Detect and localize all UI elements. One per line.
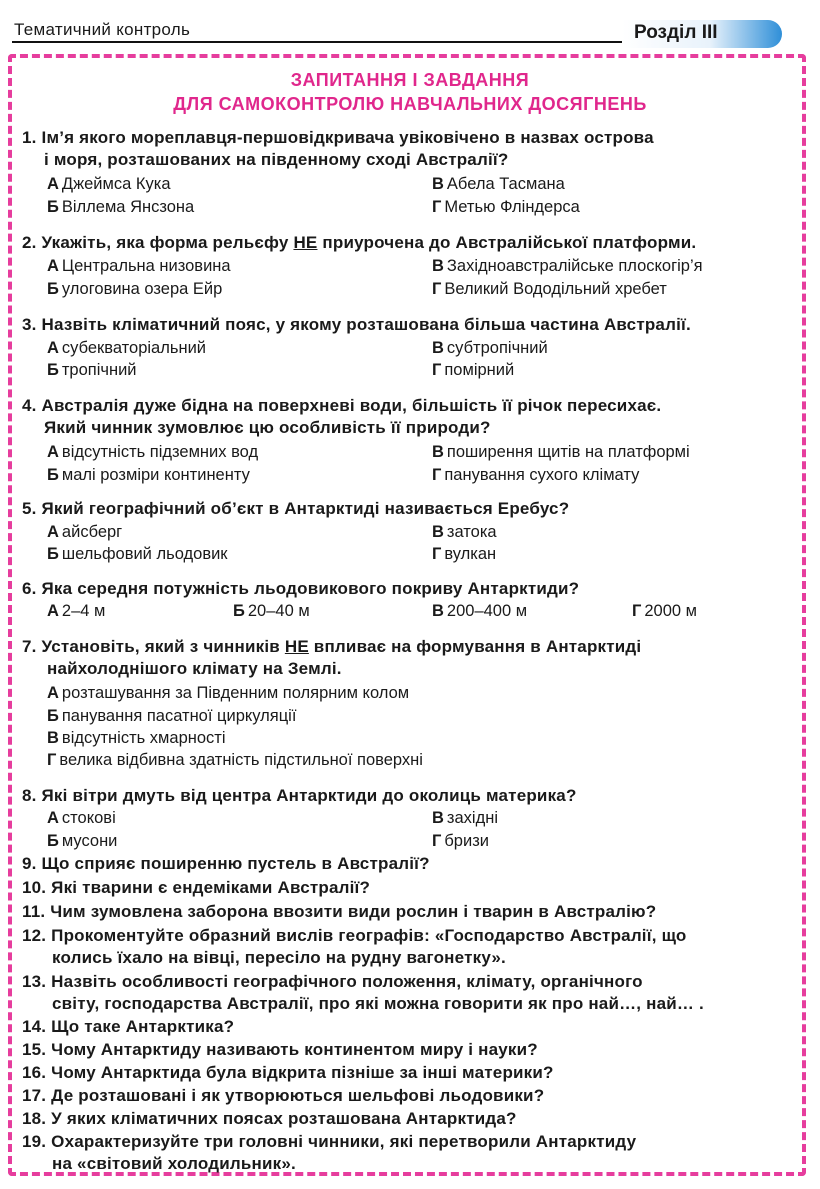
- question-4: 4. Австралія дуже бідна на поверхневі води, більшість її річок пересихає. Який чинник зумовлює цю особливість її природи?: [22, 396, 662, 437]
- option-v: В 200–400 м: [432, 602, 528, 620]
- question-14: 14. Що таке Антарктика?: [22, 1017, 235, 1036]
- negation-marker: НЕ: [284, 637, 309, 656]
- question-text-line: і моря, розташованих на південному сході Австралії?: [44, 150, 509, 169]
- question-18: 18. У яких кліматичних поясах розташована Антарктида?: [22, 1109, 517, 1128]
- option-a: А розташування за Південним полярним колом: [47, 684, 410, 702]
- question-8: 8. Які вітри дмуть від центра Антарктиди до околиць материка?: [22, 786, 577, 805]
- question-3: 3. Назвіть кліматичний пояс, у якому розташована більша частина Австралії.: [22, 315, 691, 334]
- question-9: 9. Що сприяє поширенню пустель в Австралії?: [22, 854, 430, 873]
- option-g: Г Великий Вододільний хребет: [432, 280, 667, 298]
- option-b: Б Віллема Янсзона: [47, 198, 195, 216]
- option-v: В відсутність хмарності: [47, 729, 226, 747]
- option-a: А відсутність підземних вод: [47, 443, 259, 461]
- question-12: 12. Прокоментуйте образний вислів географів: «Господарство Австралії, що колись їхало на вівці, пересіло на рудну вагонетку».: [22, 926, 687, 967]
- section-label: Розділ III: [634, 22, 718, 43]
- option-b: Б малі розміри континенту: [47, 466, 250, 484]
- question-1: [22, 127, 792, 171]
- option-g: Г панування сухого клімату: [432, 466, 640, 484]
- title-line-1: ЗАПИТАННЯ І ЗАВДАННЯ: [290, 70, 530, 90]
- question-15: 15. Чому Антарктиду називають континентом миру і науки?: [22, 1040, 538, 1059]
- question-13: 13. Назвіть особливості географічного положення, клімату, органічного світу, господарства Австралії, про які можна говорити як про най…, най… .: [22, 972, 704, 1013]
- option-g: Г вулкан: [432, 545, 497, 563]
- title-line-2: ДЛЯ САМОКОНТРОЛЮ НАВЧАЛЬНИХ ДОСЯГНЕНЬ: [173, 94, 647, 114]
- option-g: Г бризи: [432, 832, 489, 850]
- option-b: Б мусони: [47, 832, 118, 850]
- question-19: 19. Охарактеризуйте три головні чинники, які перетворили Антарктиду на «світовий холодильник».: [22, 1132, 637, 1173]
- option-g: Г 2000 м: [632, 602, 697, 620]
- question-number: 1.: [22, 128, 37, 147]
- header-rule: [12, 41, 632, 43]
- option-v: В затока: [432, 523, 497, 541]
- question-10: 10. Які тварини є ендеміками Австралії?: [22, 878, 371, 897]
- option-g: Г Метью Фліндерса: [432, 198, 580, 216]
- option-v: В поширення щитів на платформі: [432, 443, 690, 461]
- option-a: А айсберг: [47, 523, 123, 541]
- option-v: В західні: [432, 809, 498, 827]
- option-g: Г помірний: [432, 361, 515, 379]
- question-7: 7. Установіть, який з чинників НЕ впливає на формування в Антарктиді найхолоднішого клімату на Землі.: [22, 637, 642, 678]
- option-a: А стокові: [47, 809, 116, 827]
- option-a: А Центральна низовина: [47, 257, 231, 275]
- question-11: 11. Чим зумовлена заборона ввозити види рослин і тварин в Австралію?: [22, 902, 657, 921]
- question-5: 5. Який географічний об’єкт в Антарктиді називається Еребус?: [22, 499, 570, 518]
- option-a: А 2–4 м: [47, 602, 106, 620]
- option-v: В Західноавстралійське плоскогір’я: [432, 257, 703, 275]
- option-v: В Абела Тасмана: [432, 175, 565, 193]
- option-b: Б панування пасатної циркуляції: [47, 707, 297, 725]
- option-a: А Джеймса Кука: [47, 175, 171, 193]
- option-b: Б шельфовий льодовик: [47, 545, 228, 563]
- question-17: 17. Де розташовані і як утворюються шельфові льодовики?: [22, 1086, 545, 1105]
- question-6: 6. Яка середня потужність льодовикового покриву Антарктиди?: [22, 579, 580, 598]
- option-v: В субтропічний: [432, 339, 548, 357]
- question-text-line: Ім’я якого мореплавця-першовідкривача увіковічено в назвах острова: [41, 128, 654, 147]
- question-2: 2. Укажіть, яка форма рельєфу НЕ приурочена до Австралійської платформи.: [22, 233, 697, 252]
- negation-marker: НЕ: [293, 233, 318, 252]
- option-b: Б тропічний: [47, 361, 137, 379]
- option-b: Б 20–40 м: [233, 602, 310, 620]
- page-header: [0, 0, 820, 50]
- question-16: 16. Чому Антарктида була відкрита пізніше за інші материки?: [22, 1063, 554, 1082]
- option-b: Б улоговина озера Ейр: [47, 280, 223, 298]
- option-a: А субекваторіальний: [47, 339, 206, 357]
- running-title: Тематичний контроль: [14, 20, 191, 39]
- option-g: Г велика відбивна здатність підстильної поверхні: [47, 751, 423, 769]
